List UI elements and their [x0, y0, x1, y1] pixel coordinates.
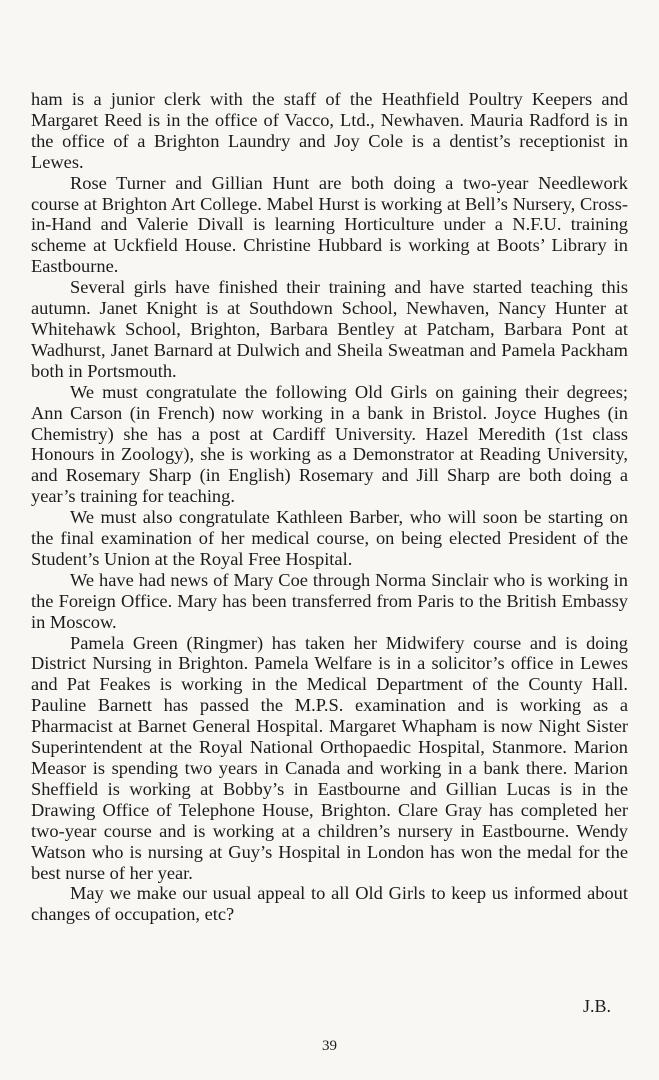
paragraph-6: We have had news of Mary Coe through Norma Sinclair who is working in the Foreign Office. Mary has been transferred from Paris to the British Embassy in Moscow.: [31, 569, 628, 632]
paragraph-1: ham is a junior clerk with the staff of the Heathfield Poultry Keepers and Margaret Reed is in the office of Vacco, Ltd., Newhaven. Mauria Radford is in the office of a Brighton Laundry and Joy Cole is a dentist’s receptionist in Lewes.: [31, 89, 628, 172]
paragraph-2: Rose Turner and Gillian Hunt are both doing a two-year Needlework course at Brighton Art College. Mabel Hurst is working at Bell’s Nursery, Cross-in-Hand and Valerie Divall is learning Horticulture under a N.F.U. training scheme at Uckfield House. Christine Hubbard is working at Boots’ Library in Eastbourne.: [31, 172, 628, 277]
page-number: 39: [322, 1038, 337, 1054]
body-text: [31, 89, 628, 925]
paragraph-3: Several girls have finished their training and have started teaching this autumn. Janet Knight is at Southdown School, Newhaven, Nancy Hunter at Whitehawk School, Brighton, Barbara Bentley at Patcham, Barbara Pont at Wadhurst, Janet Barnard at Dulwich and Sheila Sweatman and Pamela Packham both in Portsmouth.: [31, 277, 628, 381]
paragraph-7: Pamela Green (Ringmer) has taken her Midwifery course and is doing District Nursing in Brighton. Pamela Welfare is in a solicitor’s office in Lewes and Pat Feakes is working in the Medical Department of the County Hall. Pauline Barnett has passed the M.P.S. examination and is working as a Pharmacist at Barnet General Hospital. Margaret Whapham is now Night Sister Superintendent at the Royal National Orthopaedic Hospital, Stanmore. Marion Measor is spending two years in Canada and working in a bank there. Marion Sheffield is working at Bobby’s in Eastbourne and Gillian Lucas is in the Drawing Office of Telephone House, Brighton. Clare Gray has completed her two-year course and is working at a children’s nursery in Eastbourne. Wendy Watson who is nursing at Guy’s Hospital in London has won the medal for the best nurse of her year.: [31, 632, 628, 883]
paragraph-5: We must also congratulate Kathleen Barber, who will soon be starting on the final examination of her medical course, on being elected President of the Student’s Union at the Royal Free Hospital.: [31, 507, 628, 569]
signature: J.B.: [582, 996, 611, 1016]
paragraph-8: May we make our usual appeal to all Old Girls to keep us informed about changes of occupation, etc?: [31, 883, 628, 925]
paragraph-4: We must congratulate the following Old Girls on gaining their degrees; Ann Carson (in French) now working in a bank in Bristol. Joyce Hughes (in Chemistry) she has a post at Cardiff University. Hazel Meredith (1st class Honours in Zoology), she is working as a Demonstrator at Reading University, and Rosemary Sharp (in English) Rosemary and Jill Sharp are both doing a year’s training for teaching.: [31, 381, 628, 507]
